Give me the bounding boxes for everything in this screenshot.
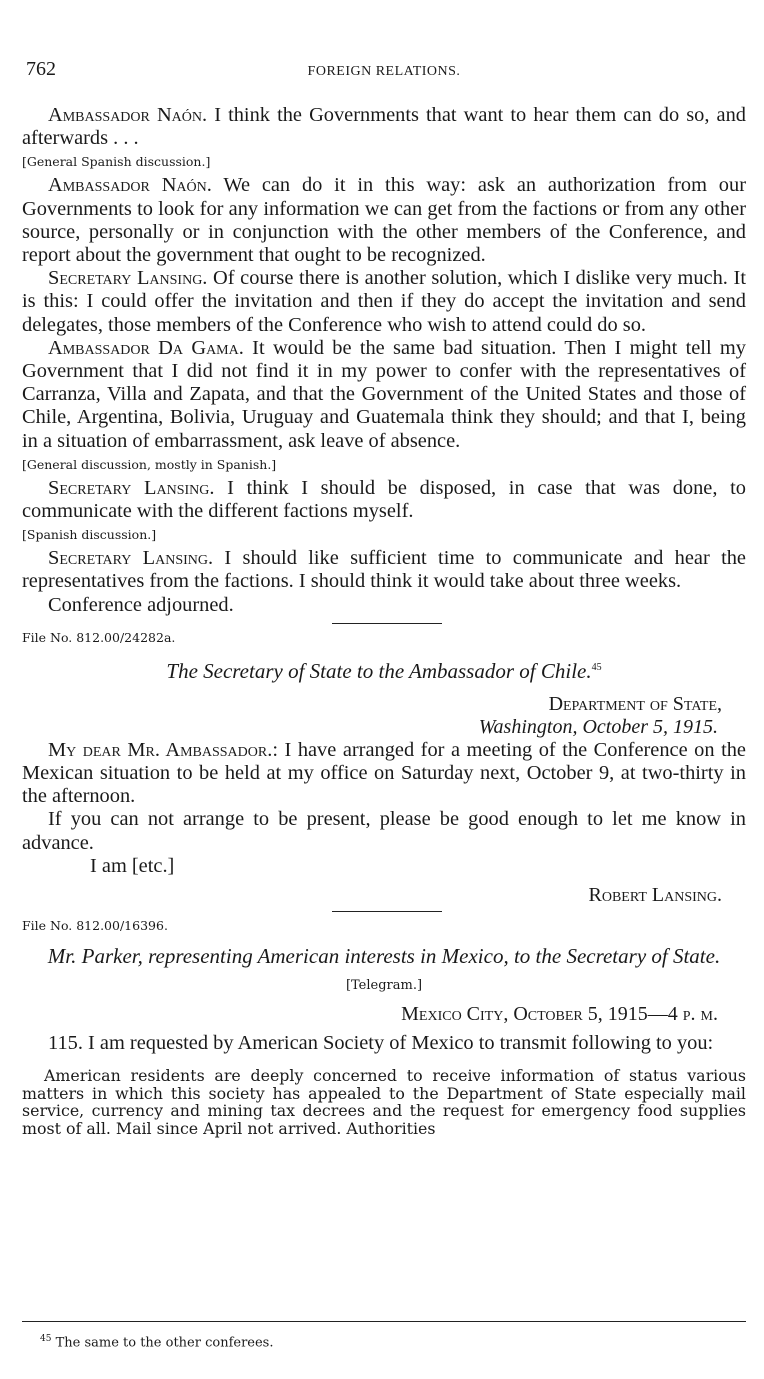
telegram-body: 115. I am requested by American Society of Mexico to transmit following to you: bbox=[48, 1032, 714, 1055]
section-divider bbox=[332, 911, 442, 912]
speaker: Ambassador Naón. bbox=[48, 174, 212, 197]
place-date: Mexico City, October 5, 1915—4 p. m. bbox=[401, 1003, 718, 1026]
section-divider bbox=[332, 623, 442, 624]
paragraph-text: I think I should be disposed, in case that was done, to communicate with the different factions myself. bbox=[22, 476, 746, 523]
paragraph bbox=[22, 174, 746, 267]
bracket-note: [General Spanish discussion.] bbox=[22, 154, 211, 170]
bracket-note: [General discussion, mostly in Spanish.] bbox=[22, 456, 277, 472]
speaker: Secretary Lansing. bbox=[48, 267, 208, 290]
paragraph bbox=[22, 477, 746, 523]
letter-body: My dear Mr. Ambassador.: I have arranged for a meeting of the Conference on the Mexican situation to be held at my office on Saturday next, October 9, at two-thirty in the afternoon. bbox=[22, 738, 746, 808]
paragraph-text: We can do it in this way: ask an authorization from our Governments to look for any information we can get from the factions or from any other source, personally or in conjunction with the other members of the Conference, and report about the government that ought to be recognized. bbox=[22, 174, 746, 267]
salutation: My dear Mr. Ambassador.: bbox=[48, 738, 278, 761]
file-number: File No. 812.00/16396. bbox=[22, 918, 168, 934]
paragraph: Conference adjourned. bbox=[48, 593, 234, 616]
document-title: Mr. Parker, representing American interests in Mexico, to the Secretary of State. bbox=[47, 944, 721, 969]
document-title: The Secretary of State to the Ambassador of Chile.$^{45}$ bbox=[166, 658, 602, 683]
page-header bbox=[22, 58, 746, 84]
paragraph-text: I should like sufficient time to communicate and hear the representatives from the factions. I should think it would take about three weeks. bbox=[22, 547, 746, 593]
footnote-ref: 45 bbox=[591, 661, 602, 673]
letter-closing: I am [etc.] bbox=[90, 854, 175, 877]
speaker: Ambassador Da Gama. bbox=[48, 336, 244, 359]
paragraph bbox=[22, 547, 746, 593]
signature: Robert Lansing. bbox=[588, 884, 722, 907]
footnote-divider bbox=[22, 1321, 746, 1322]
speaker: Ambassador Naón. bbox=[48, 104, 208, 126]
speaker: Secretary Lansing. bbox=[48, 476, 215, 499]
paragraph bbox=[22, 104, 746, 150]
speaker: Secretary Lansing. bbox=[48, 547, 214, 570]
bracket-note: [Spanish discussion.] bbox=[22, 527, 157, 543]
page-number: 762 bbox=[26, 58, 56, 80]
running-title: FOREIGN RELATIONS. bbox=[307, 64, 461, 79]
file-number: File No. 812.00/24282a. bbox=[22, 629, 176, 645]
paragraph bbox=[22, 337, 746, 453]
paragraph bbox=[22, 267, 746, 337]
place-date: Washington, October 5, 1915. bbox=[478, 715, 718, 738]
paragraph-text: It would be the same bad situation. Then I might tell my Government that I did not find it in my power to confer with the representatives of Carranza, Villa and Zapata, and that the Government of the United States and those of Chile, Argentina, Bolivia, Uruguay and Guatemala think they should; and that I, being in a situation of embarrassment, ask leave of absence. bbox=[22, 336, 746, 452]
department-line: Department of State, bbox=[548, 692, 722, 715]
telegram-label: [Telegram.] bbox=[345, 978, 423, 994]
paragraph-text: I think the Governments that want to hear them can do so, and afterwards . . . bbox=[22, 104, 746, 150]
footnote: $^{45}$ The same to the other conferees. bbox=[40, 1334, 274, 1351]
paragraph-text: Of course there is another solution, which I dislike very much. It is this: I could offer the invitation and then if they do accept the invitation and send delegates, those members of the Conference who wish to attend could do so. bbox=[22, 267, 746, 336]
page-body bbox=[22, 104, 746, 1137]
quoted-text: American residents are deeply concerned to receive information of status various matters in which this society has appealed to the Department of State especially mail service, currency and mining tax decrees and the request for emergency food supplies most of all. Mail since April not arrived. Authorities bbox=[22, 1066, 746, 1138]
letter-body: If you can not arrange to be present, please be good enough to let me know in advance. bbox=[22, 808, 746, 854]
